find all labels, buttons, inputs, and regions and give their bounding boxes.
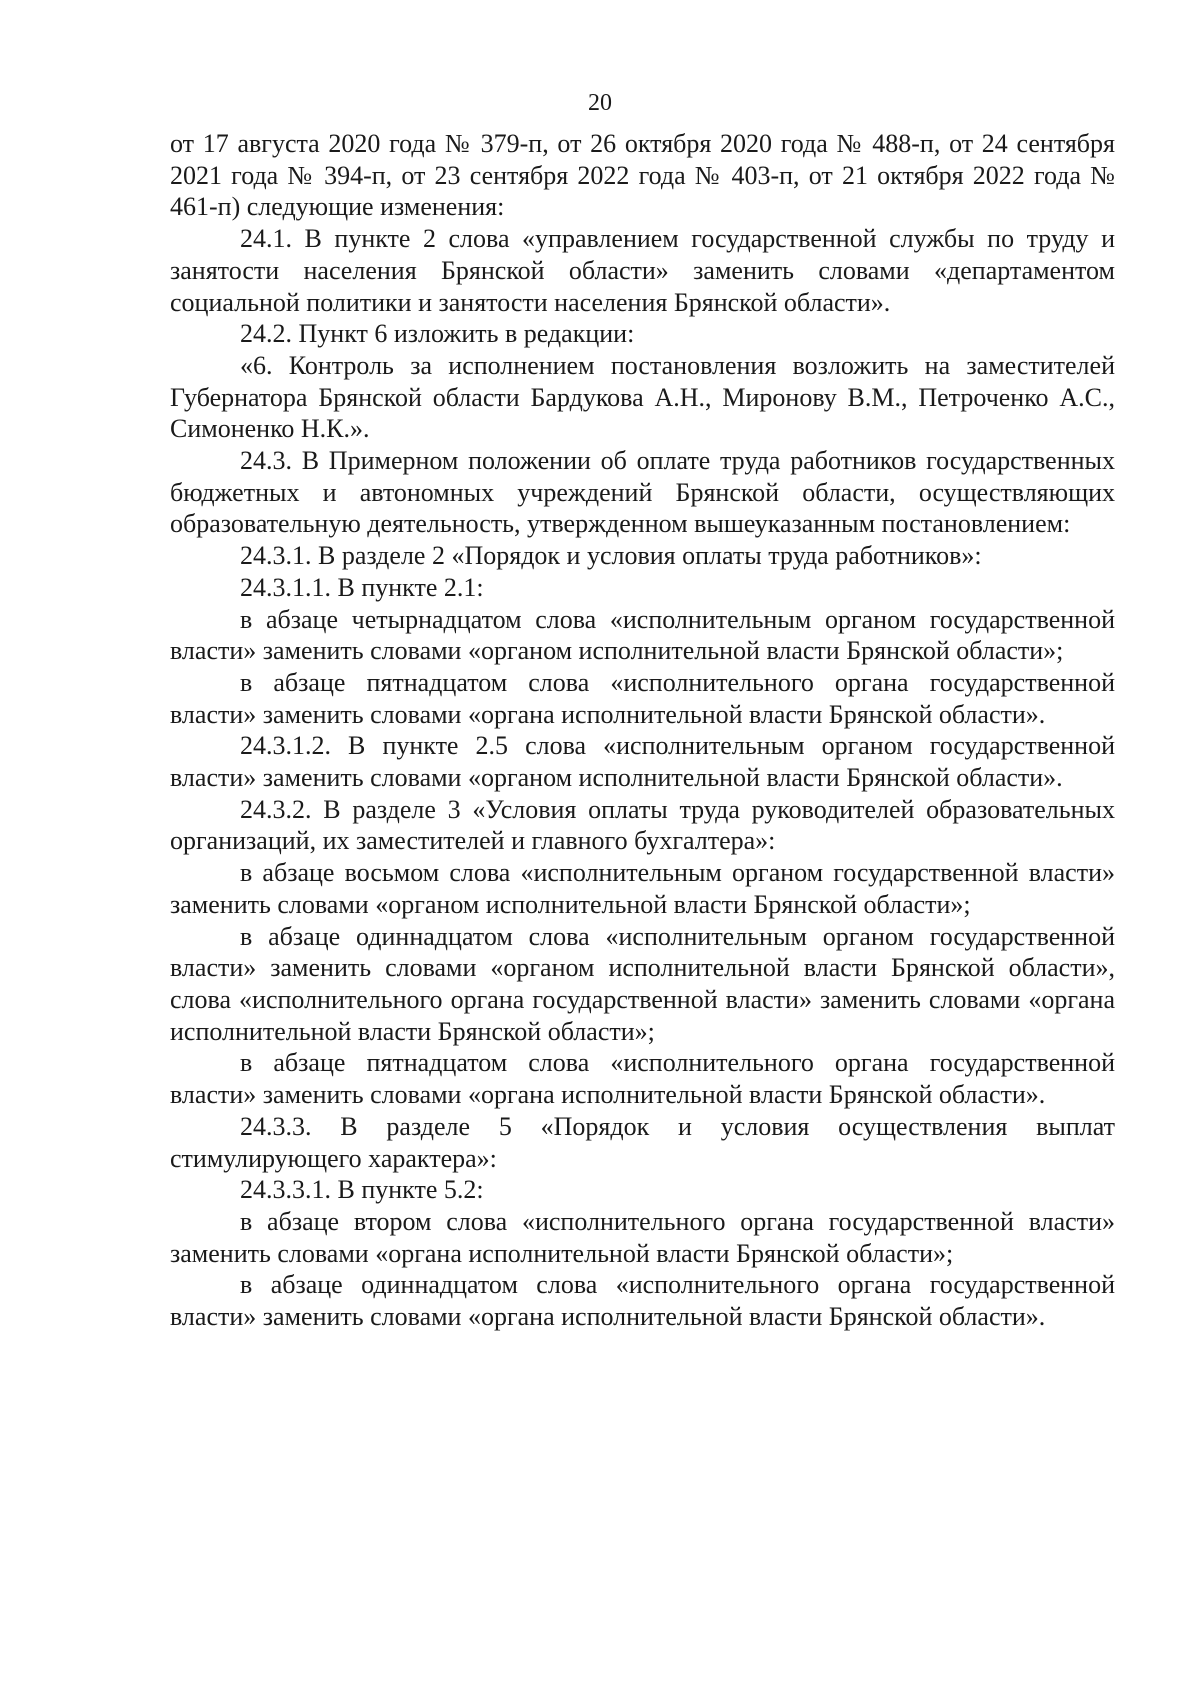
paragraph-24-3-1: 24.3.1. В разделе 2 «Порядок и условия оплаты труда работников»: [240,541,982,571]
paragraph-24-1: 24.1. В пункте 2 слова «управлением государственной службы по труду и занятости населения Брянской области» заменить словами «департаментом социальной политики и занятости населения Брянской области». [170,224,1115,317]
paragraph-abzac-15-section-3: в абзаце пятнадцатом слова «исполнительного органа государственной власти» заменить словами «органа исполнительной власти Брянской области». [170,1048,1115,1110]
paragraph-point-6-text: «6. Контроль за исполнением постановления возложить на заместителей Губернатора Брянской области Бардукова А.Н., Миронову В.М., Петроченко А.С., Симоненко Н.К.». [170,350,1115,444]
document-body [170,128,1115,1333]
paragraph-intro-continuation: от 17 августа 2020 года № 379-п, от 26 октября 2020 года № 488-п, от 24 сентября 2021 года № 394-п, от 23 сентября 2022 года № 403-п, от 21 октября 2022 года № 461-п) следующие изменения: [170,129,1115,222]
paragraph-abzac-11: в абзаце одиннадцатом слова «исполнительным органом государственной власти» заменить словами «органом исполнительной власти Брянской области», слова «исполнительного органа государственной власти» заменить словами «органа исполнительной власти Брянской области»; [170,921,1115,1046]
paragraph-abzac-2: в абзаце втором слова «исполнительного органа государственной власти» заменить словами «органа исполнительной власти Брянской области»; [170,1206,1115,1268]
paragraph-24-2: 24.2. Пункт 6 изложить в редакции: [240,319,635,349]
paragraph-abzac-14: в абзаце четырнадцатом слова «исполнительным органом государственной власти» заменить словами «органом исполнительной власти Брянской области»; [170,604,1115,666]
paragraph-24-3-1-1: 24.3.1.1. В пункте 2.1: [240,572,484,602]
paragraph-24-3-2: 24.3.2. В разделе 3 «Условия оплаты труда руководителей образовательных организаций, их заместителей и главного бухгалтера»: [170,794,1115,856]
paragraph-24-3-3: 24.3.3. В разделе 5 «Порядок и условия осуществления выплат стимулирующего характера»: [170,1111,1115,1173]
paragraph-abzac-15: в абзаце пятнадцатом слова «исполнительного органа государственной власти» заменить словами «органа исполнительной власти Брянской области». [170,667,1115,729]
paragraph-24-3-3-1: 24.3.3.1. В пункте 5.2: [240,1175,484,1205]
paragraph-24-3: 24.3. В Примерном положении об оплате труда работников государственных бюджетных и автономных учреждений Брянской области, осуществляющих образовательную деятельность, утвержденном вышеуказанным постановлением: [170,446,1115,539]
paragraph-24-3-1-2: 24.3.1.2. В пункте 2.5 слова «исполнительным органом государственной власти» заменить словами «органом исполнительной власти Брянской области». [170,731,1115,793]
page-number: 20 [588,90,612,116]
paragraph-abzac-8: в абзаце восьмом слова «исполнительным органом государственной власти» заменить словами «органом исполнительной власти Брянской области»; [170,858,1115,919]
paragraph-abzac-11-section-5: в абзаце одиннадцатом слова «исполнительного органа государственной власти» заменить словами «органа исполнительной власти Брянской области». [170,1270,1115,1332]
